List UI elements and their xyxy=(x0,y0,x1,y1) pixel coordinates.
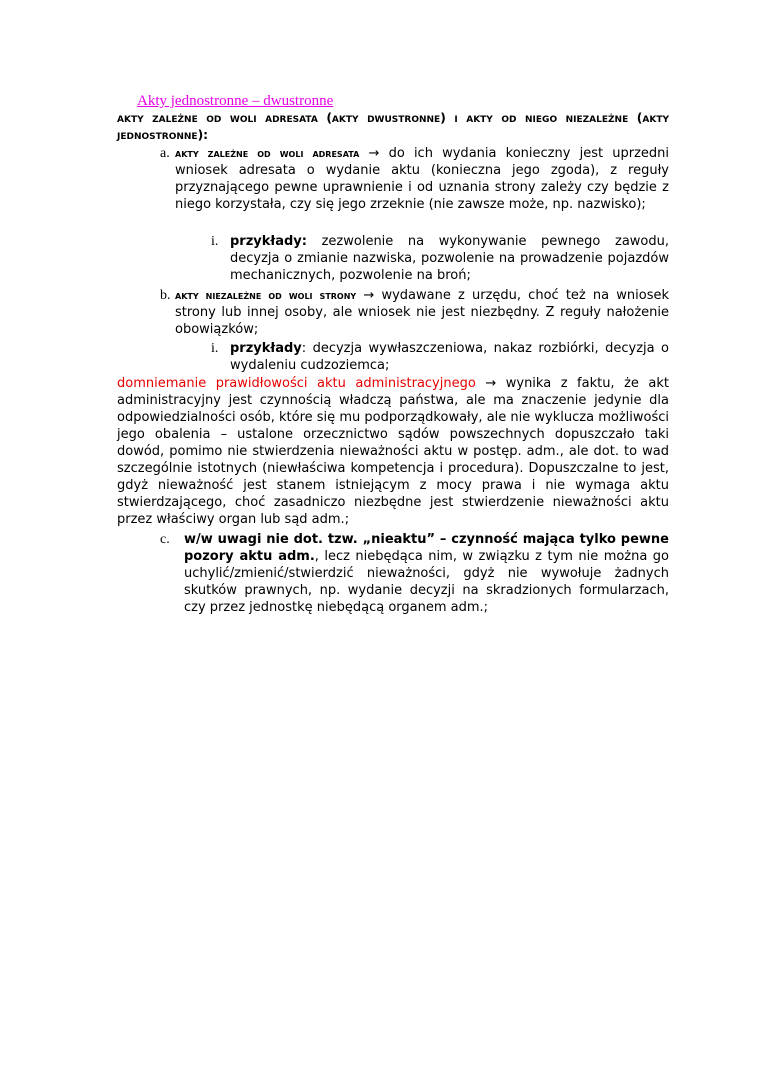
presumption-lead: domniemanie prawidłowości aktu administracyjnego xyxy=(117,376,476,391)
item-c-lead: w/w uwagi nie dot. tzw. „nieaktu” – czynność mająca tylko pewne pozory aktu adm. xyxy=(184,532,669,564)
arrow-icon: → xyxy=(485,376,497,391)
item-b-examples-text: : decyzja wywłaszczeniowa, nakaz rozbiórki, decyzja o wydaleniu cudzoziemca; xyxy=(230,341,669,373)
item-a-examples xyxy=(230,233,669,284)
presumption-text: wynika z faktu, że akt administracyjny jest czynnością władczą państwa, ale ma znaczenie jedynie dla odpowiedzialności osób, które się mu podporządkowały, ale nie wyklucza możliwości jego obalenia – ustalone orzecznictwo sądów powszechnych dopuszczało taki dowód, pomimo nie stwierdzenia nieważności aktu w postęp. adm., ale dot. to wad szczególnie istotnych (niewłaściwa kompetencja i procedura). Dopuszczalne to jest, gdyż nieważność jest stanem istniejącym z mocy prawa i nie wymaga aktu stwierdzającego, choć zasadniczo niezbędne jest stwierdzenie nieważności aktu przez właściwy organ lub sąd adm.; xyxy=(117,376,669,527)
item-b xyxy=(175,287,669,338)
item-b-marker: b. xyxy=(160,288,171,303)
item-a-marker: a. xyxy=(160,146,170,161)
item-b-text: wydawane z urzędu, choć też na wniosek strony lub innej osoby, ale wniosek nie jest niezbędny. Z reguły nałożenie obowiązków; xyxy=(175,288,670,337)
item-a-lead: akty zależne od woli adresata xyxy=(175,146,360,160)
item-a-sub-marker: i. xyxy=(211,234,219,249)
item-b-examples-lead: przykłady xyxy=(230,341,302,356)
arrow-icon: → xyxy=(368,146,380,161)
intro-heading: akty zależne od woli adresata (akty dwustronne) i akty od niego niezależne (akty jednostronne): xyxy=(117,111,669,142)
item-a xyxy=(175,145,669,213)
item-a-examples-lead: przykłady: xyxy=(230,234,307,249)
item-a-examples-text: zezwolenie na wykonywanie pewnego zawodu, decyzja o zmianie nazwiska, pozwolenie na prowadzenie pojazdów mechanicznych, pozwolenie na broń; xyxy=(230,234,669,283)
item-c xyxy=(184,531,669,616)
section-title[interactable]: Akty jednostronne – dwustronne xyxy=(137,93,334,109)
item-c-marker: c. xyxy=(160,532,170,547)
item-b-sub-marker: i. xyxy=(211,341,219,356)
item-c-text: , lecz niebędąca nim, w związku z tym nie można go uchylić/zmienić/stwierdzić nieważności, gdyż nie wywołuje żadnych skutków prawnych, np. wydanie decyzji na skradzionych formularzach, czy przez jednostkę niebędącą organem adm.; xyxy=(184,549,670,615)
item-b-examples xyxy=(230,340,669,374)
item-b-lead: akty niezależne od woli strony xyxy=(175,288,357,302)
item-a-text: do ich wydania konieczny jest uprzedni wniosek adresata o wydanie aktu (konieczna jego zgoda), z reguły przyznającego pewne uprawnienie i od uznania strony zależy czy będzie z niego korzystała, czy się jego zrzeknie (nie zawsze może, np. nazwisko); xyxy=(175,146,670,212)
arrow-icon: → xyxy=(363,288,375,303)
presumption-paragraph xyxy=(117,375,669,528)
